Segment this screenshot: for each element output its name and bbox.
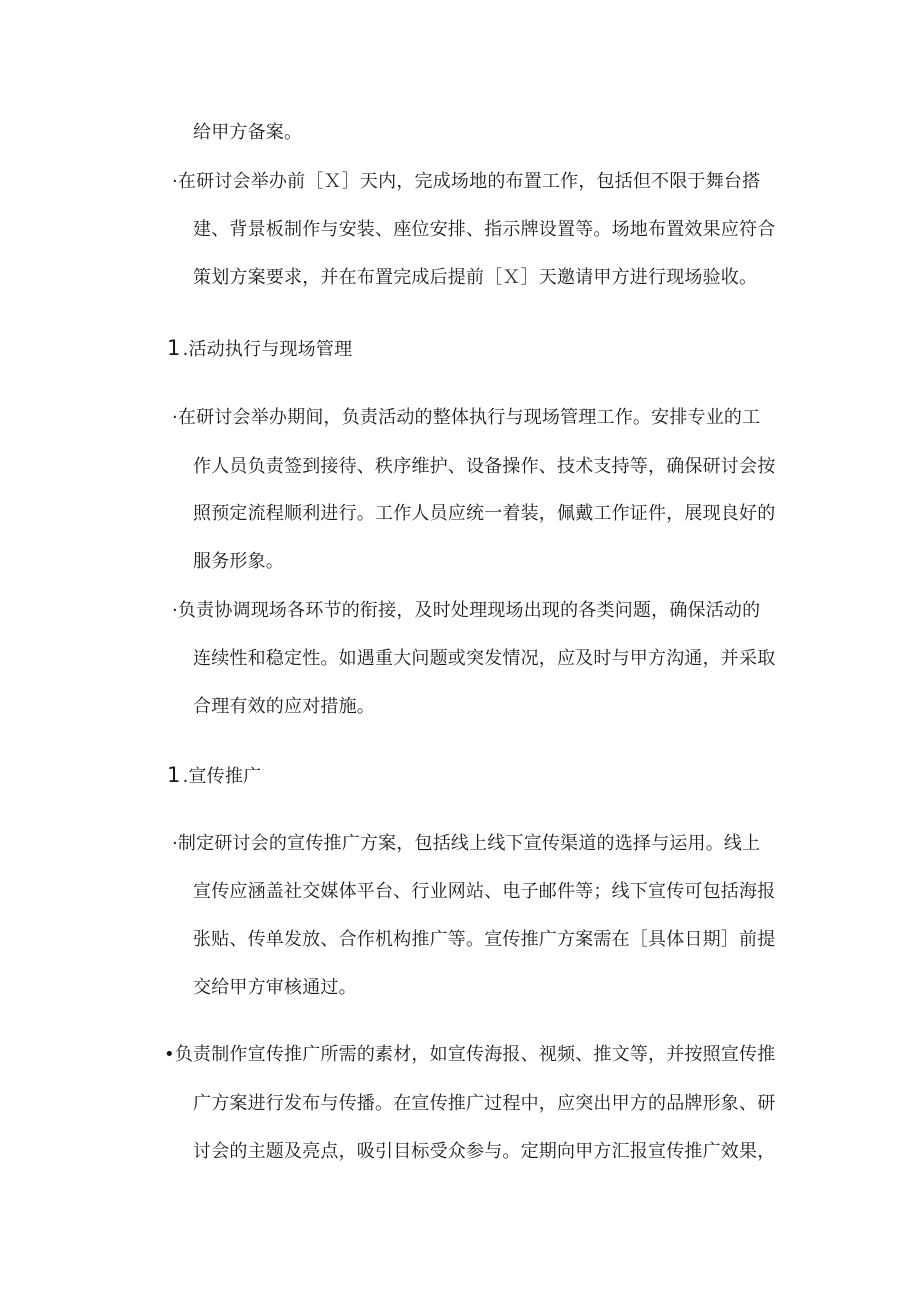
paragraph-line: 宣传应涵盖社交媒体平台、行业网站、电子邮件等；线下宣传可包括海报: [193, 881, 776, 902]
paragraph-line: ·制定研讨会的宣传推广方案，包括线上线下宣传渠道的选择与运用。线上: [172, 833, 761, 854]
paragraph-line: 交给甲方审核通过。: [193, 977, 357, 998]
paragraph-line: 给甲方备案。: [193, 122, 303, 143]
section-heading: [167, 763, 261, 789]
paragraph-line: ·在研讨会举办期间，负责活动的整体执行与现场管理工作。安排专业的工: [172, 407, 761, 428]
section-heading: [167, 336, 352, 362]
paragraph-line: 合理有效的应对措施。: [193, 696, 375, 717]
paragraph-line: 广方案进行发布与传播。在宣传推广过程中，应突出甲方的品牌形象、研: [193, 1093, 776, 1114]
section-title: .活动执行与现场管理: [182, 339, 353, 360]
paragraph-line: 照预定流程顺利进行。工作人员应统一着装，佩戴工作证件，展现良好的: [193, 503, 776, 524]
paragraph-line: ·负责协调现场各环节的衔接，及时处理现场出现的各类问题，确保活动的: [172, 600, 761, 621]
paragraph-line: 张贴、传单发放、合作机构推广等。宣传推广方案需在［具体日期］前提: [193, 929, 776, 950]
paragraph-line: 作人员负责签到接待、秩序维护、设备操作、技术支持等，确保研讨会按: [193, 456, 776, 477]
paragraph-line: 讨会的主题及亮点，吸引目标受众参与。定期向甲方汇报宣传推广效果，: [193, 1141, 776, 1162]
section-number: 1: [167, 336, 181, 360]
paragraph-line: •负责制作宣传推广所需的素材，如宣传海报、视频、推文等，并按照宣传推: [164, 1044, 776, 1065]
paragraph-line: 连续性和稳定性。如遇重大问题或突发情况，应及时与甲方沟通，并采取: [193, 648, 776, 669]
paragraph-line: 服务形象。: [193, 551, 284, 572]
section-title: .宣传推广: [182, 766, 262, 787]
paragraph-line: 策划方案要求，并在布置完成后提前［Ｘ］天邀请甲方进行现场验收。: [193, 267, 758, 288]
paragraph-line: 建、背景板制作与安装、座位安排、指示牌设置等。场地布置效果应符合: [193, 219, 776, 240]
section-number: 1: [167, 763, 181, 787]
paragraph-line: ·在研讨会举办前［Ｘ］天内，完成场地的布置工作，包括但不限于舞台搭: [172, 171, 761, 192]
